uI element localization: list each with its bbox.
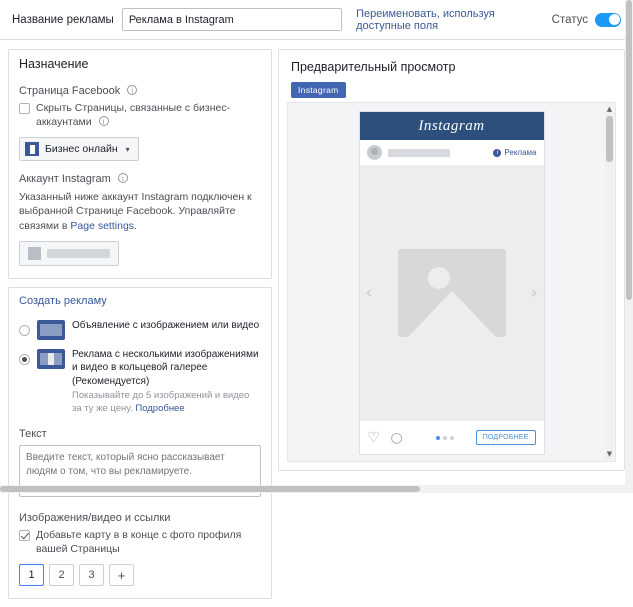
placeholder-sun-shape [428,267,450,289]
carousel-prev-arrow-icon[interactable]: ‹ [365,283,373,303]
info-icon[interactable]: i [118,173,128,183]
destination-panel [8,49,272,279]
single-image-label: Объявление с изображением или видео [72,319,260,331]
sponsored-icon: i [493,149,501,157]
page-scroll-thumb[interactable] [626,0,632,300]
status-control [552,13,621,27]
ad-format-option-carousel[interactable] [19,346,261,416]
top-bar [0,0,633,40]
preview-title: Предварительный просмотр [291,60,456,74]
carousel-sub [72,390,261,416]
hide-pages-checkbox-row[interactable] [19,102,261,129]
ig-desc-line2: Странице Facebook. Управляйте связями в [19,205,236,232]
fb-page-label-text: Страница Facebook [19,85,121,97]
add-card-button[interactable]: + [109,564,134,586]
carousel-dot-3 [450,436,454,440]
page-settings-link[interactable]: Page settings. [70,219,137,232]
radio-carousel[interactable] [19,354,30,365]
ig-account-section-label [19,173,261,185]
profile-name-placeholder [388,149,450,157]
ad-format-option-single[interactable] [19,317,261,340]
create-ad-panel [8,287,272,599]
ad-name-input[interactable] [122,8,342,31]
carousel-icon [37,349,65,369]
ig-account-description [19,190,261,233]
single-image-icon [37,320,65,340]
card-selector [19,564,261,586]
destination-title: Назначение [19,57,89,71]
add-end-card-row[interactable] [19,529,261,556]
left-column [8,49,272,607]
sponsored-badge [493,148,536,157]
carousel-next-arrow-icon[interactable]: › [530,283,538,303]
toggle-knob [609,14,620,25]
carousel-learn-more-link[interactable]: Подробнее [135,403,185,415]
card-tab-2[interactable]: 2 [49,564,74,586]
post-media-area [360,166,544,420]
media-label: Изображения/видео и ссылки [19,511,171,524]
ig-account-name-placeholder [47,249,110,258]
chevron-down-icon[interactable]: ▾ [125,144,130,154]
status-toggle[interactable] [595,13,621,27]
image-placeholder-icon [398,249,506,337]
facebook-page-thumb-icon [25,142,39,156]
card-tab-3[interactable]: 3 [79,564,104,586]
page-hscroll-thumb[interactable] [0,486,420,492]
carousel-label: Реклама с несколькими изображениями и видео в кольцевой галерее (Рекомендуется) [72,348,259,387]
info-icon[interactable]: i [99,116,109,126]
hide-pages-label: Скрыть Страницы, связанные с бизнес-аккаунтами [36,102,231,128]
selected-page-chip[interactable] [19,137,139,161]
post-actions-bar [360,420,544,454]
status-label: Статус [551,13,588,26]
create-ad-title: Создать рекламу [19,294,107,307]
carousel-sub-text: Показывайте до 5 изображений и видео за ту же цену. [72,390,250,415]
info-icon[interactable]: i [127,85,137,95]
add-end-card-checkbox[interactable] [19,530,30,541]
text-label: Текст [19,427,47,440]
page-vertical-scrollbar[interactable] [625,0,633,493]
ad-name-label: Название рекламы [12,13,114,26]
radio-single-image[interactable] [19,325,30,336]
ig-avatar-icon [28,247,41,260]
instagram-logo: Instagram [418,117,485,134]
ig-account-chip[interactable] [19,241,119,266]
placeholder-mountain-shape [408,291,496,337]
profile-avatar-icon [367,145,382,160]
fb-page-section-label [19,85,261,97]
selected-page-name: Бизнес онлайн [45,143,118,156]
ig-account-label-text: Аккаунт Instagram [19,173,111,186]
cta-button[interactable]: ПОДРОБНЕЕ [476,430,536,445]
like-icon[interactable]: ♡ [367,429,381,446]
preview-panel [278,49,625,471]
rename-link[interactable]: Переименовать, используя доступные поля [356,7,495,32]
ig-desc-line1: Указанный ниже аккаунт Instagram подключен к выбранной [19,191,252,218]
preview-scroll-thumb[interactable] [606,116,613,162]
page-horizontal-scrollbar[interactable] [0,485,633,493]
preview-placement-pill[interactable]: Instagram [291,82,346,98]
sponsored-label: Реклама [504,148,537,157]
instagram-ad-preview [359,111,545,455]
instagram-post-header [360,140,544,166]
scroll-down-icon[interactable]: ▼ [606,450,613,458]
carousel-dot-1 [436,436,440,440]
card-tab-1[interactable]: 1 [19,564,44,586]
instagram-header [360,112,544,140]
carousel-dot-2 [443,436,447,440]
preview-scrollbar[interactable] [605,104,614,460]
scroll-up-icon[interactable]: ▲ [606,105,613,113]
add-end-card-label: Добавьте карту в в конце с фото профиля вашей Страницы [36,528,242,555]
preview-stage [287,102,616,462]
comment-icon[interactable]: ○ [390,429,403,446]
carousel-dots [436,436,454,440]
hide-pages-checkbox[interactable] [19,103,30,114]
